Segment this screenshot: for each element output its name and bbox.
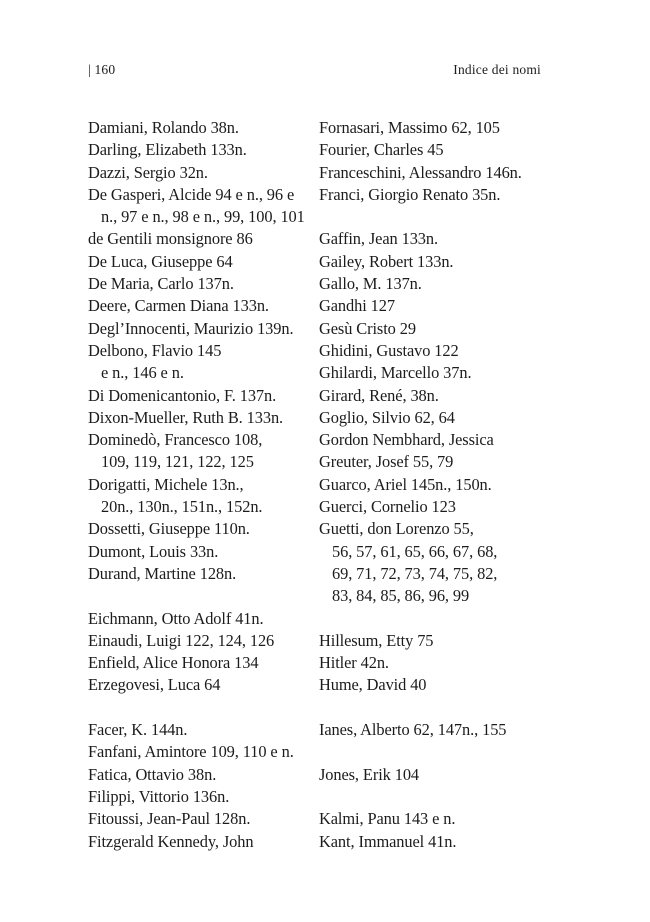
letter-group-gap [319,608,559,630]
index-entry: Ianes, Alberto 62, 147n., 155 [319,720,507,740]
index-entry: Dossetti, Giuseppe 110n. [88,519,250,539]
index-entry: Filippi, Vittorio 136n. [88,786,230,806]
index-entry: Hillesum, Etty 75 [319,630,434,650]
index-entry: Girard, René, 38n. [319,385,439,405]
index-entry: Gailey, Robert 133n. [319,251,454,271]
index-entry: de Gentili monsignore 86 [88,229,253,249]
index-entry: Fourier, Charles 45 [319,140,444,160]
index-entry: Gesù Cristo 29 [319,318,416,338]
index-entry: De Maria, Carlo 137n. [88,274,234,294]
index-entry: Gandhi 127 [319,296,395,316]
index-entry: Guetti, don Lorenzo 55, [319,519,474,539]
index-entry: Fanfani, Amintore 109, 110 e n. [88,742,294,762]
index-entry: Fornasari, Massimo 62, 105 [319,118,500,137]
index-entry-continuation: 56, 57, 61, 65, 66, 67, 68, [332,541,498,561]
index-entry-continuation: 109, 119, 121, 122, 125 [101,452,254,472]
index-entry: Goglio, Silvio 62, 64 [319,407,455,427]
index-entry: Damiani, Rolando 38n. [88,118,239,137]
letter-group-gap [319,206,559,228]
index-column-left [88,117,316,853]
index-entry: Darling, Elizabeth 133n. [88,140,247,160]
index-entry: Durand, Martine 128n. [88,563,237,583]
index-entry: Deere, Carmen Diana 133n. [88,296,269,316]
index-entry: Fitzgerald Kennedy, John [88,831,254,851]
index-entry: Fitoussi, Jean-Paul 128n. [88,809,251,829]
index-entry: Franci, Giorgio Renato 35n. [319,184,501,204]
letter-group-gap [88,585,316,607]
index-entry: Dorigatti, Michele 13n., [88,474,244,494]
index-entry: Erzegovesi, Luca 64 [88,675,221,695]
index-entry: Kalmi, Panu 143 e n. [319,809,456,829]
index-entry: Einaudi, Luigi 122, 124, 126 [88,630,275,650]
index-entry: Eichmann, Otto Adolf 41n. [88,608,264,628]
index-entry-continuation: e n., 146 e n. [101,363,184,383]
index-entry-continuation: 83, 84, 85, 86, 96, 99 [332,586,470,606]
index-entry: Degl’Innocenti, Maurizio 139n. [88,318,294,338]
index-entry: Dumont, Louis 33n. [88,541,219,561]
index-entry: Dixon-Mueller, Ruth B. 133n. [88,407,284,427]
index-entry: Kant, Immanuel 41n. [319,831,457,851]
index-entry: Dazzi, Sergio 32n. [88,162,208,182]
index-entry: Gaffin, Jean 133n. [319,229,438,249]
index-entry-continuation: 69, 71, 72, 73, 74, 75, 82, [332,563,498,583]
index-entry: Ghidini, Gustavo 122 [319,340,459,360]
index-entry: Hume, David 40 [319,675,427,695]
index-entry: Facer, K. 144n. [88,720,188,740]
index-entry: Jones, Erik 104 [319,764,420,784]
index-entry: Guerci, Cornelio 123 [319,497,456,517]
index-entry: Gallo, M. 137n. [319,274,422,294]
index-entry: Fatica, Ottavio 38n. [88,764,217,784]
letter-group-gap [88,697,316,719]
index-entry: De Luca, Giuseppe 64 [88,251,233,271]
index-entry: Dominedò, Francesco 108, [88,430,263,450]
letter-group-gap [319,697,559,719]
index-entry: Hitler 42n. [319,653,389,673]
index-column-right [319,117,559,853]
index-entry-continuation: n., 97 e n., 98 e n., 99, 100, 101 [101,207,305,227]
section-title: Indice dei nomi [453,62,541,77]
page-number: | 160 [88,62,116,77]
index-entry: Guarco, Ariel 145n., 150n. [319,474,492,494]
letter-group-gap [319,786,559,808]
index-entry: Di Domenicantonio, F. 137n. [88,385,277,405]
letter-group-gap [319,741,559,763]
index-entry: Gordon Nembhard, Jessica [319,430,494,450]
index-entry: Franceschini, Alessandro 146n. [319,162,522,182]
index-entry: Greuter, Josef 55, 79 [319,452,454,472]
index-entry: Delbono, Flavio 145 [88,340,222,360]
index-entry: Ghilardi, Marcello 37n. [319,363,472,383]
index-entry: De Gasperi, Alcide 94 e n., 96 e [88,184,295,204]
index-entry-continuation: 20n., 130n., 151n., 152n. [101,497,263,517]
index-entry: Enfield, Alice Honora 134 [88,653,259,673]
